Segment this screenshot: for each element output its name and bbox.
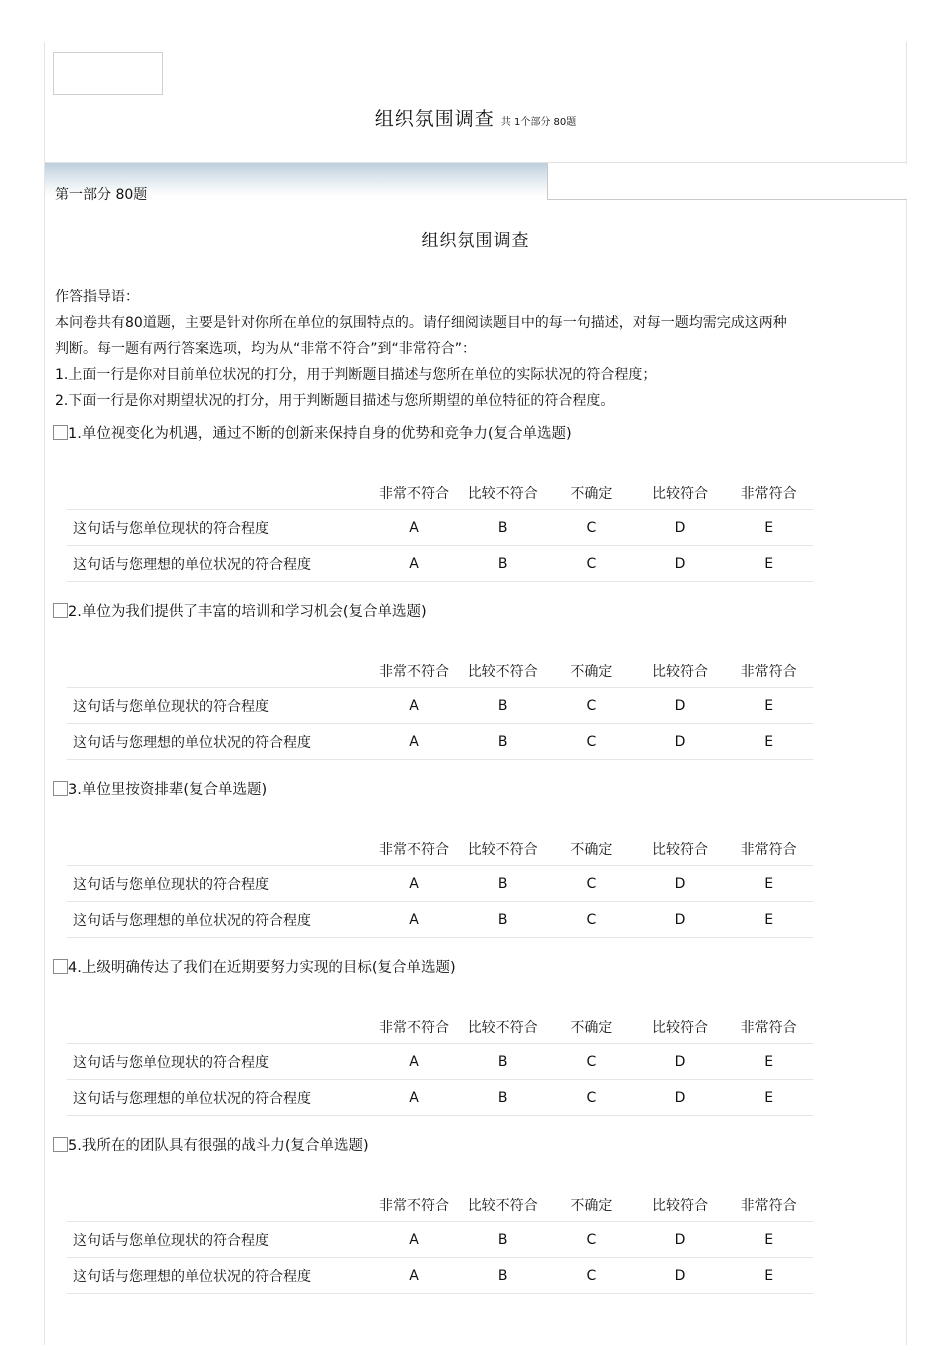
answer-option[interactable]: A [370, 546, 459, 582]
answer-option[interactable]: E [724, 1080, 813, 1116]
answer-option[interactable]: A [370, 1222, 459, 1258]
survey-header [45, 104, 906, 131]
question-text: 5.我所在的团队具有很强的战斗力(复合单选题) [68, 1138, 369, 1154]
answer-row-label: 这句话与您理想的单位状况的符合程度 [67, 546, 370, 582]
scale-label: 非常符合 [724, 1011, 813, 1044]
answer-option[interactable]: E [724, 688, 813, 724]
answer-option[interactable]: A [370, 866, 459, 902]
answer-option[interactable]: A [370, 902, 459, 938]
answer-row-label: 这句话与您理想的单位状况的符合程度 [67, 1080, 370, 1116]
answer-row-label: 这句话与您单位现状的符合程度 [67, 1044, 370, 1080]
answer-row-label: 这句话与您单位现状的符合程度 [67, 1222, 370, 1258]
answer-option[interactable]: B [458, 688, 547, 724]
answer-option[interactable]: E [724, 902, 813, 938]
question-text: 4.上级明确传达了我们在近期要努力实现的目标(复合单选题) [68, 960, 456, 976]
answer-grid [67, 1189, 813, 1294]
answer-option[interactable]: C [547, 902, 636, 938]
answer-row [67, 546, 813, 582]
question-title [53, 422, 903, 444]
scale-label: 比较不符合 [458, 1011, 547, 1044]
scale-header-row [67, 1189, 813, 1222]
scale-header-blank [67, 477, 370, 510]
answer-option[interactable]: D [636, 688, 725, 724]
answer-row [67, 1258, 813, 1294]
scale-label: 比较符合 [636, 655, 725, 688]
scale-label: 非常不符合 [370, 655, 459, 688]
answer-option[interactable]: E [724, 510, 813, 546]
answer-row-label: 这句话与您单位现状的符合程度 [67, 688, 370, 724]
answer-option[interactable]: D [636, 724, 725, 760]
question-checkbox[interactable] [53, 1137, 68, 1152]
scale-label: 比较不符合 [458, 477, 547, 510]
scale-label: 非常符合 [724, 833, 813, 866]
scale-label: 比较符合 [636, 1189, 725, 1222]
answer-row [67, 724, 813, 760]
scale-label: 不确定 [547, 1011, 636, 1044]
answer-option[interactable]: B [458, 1044, 547, 1080]
scale-label: 非常不符合 [370, 477, 459, 510]
answer-row [67, 510, 813, 546]
scale-header-row [67, 655, 813, 688]
answer-option[interactable]: A [370, 1044, 459, 1080]
part-banner-box [547, 164, 907, 200]
answer-option[interactable]: E [724, 1044, 813, 1080]
scale-label: 非常不符合 [370, 1011, 459, 1044]
question-checkbox[interactable] [53, 959, 68, 974]
scale-header-blank [67, 655, 370, 688]
question-checkbox[interactable] [53, 603, 68, 618]
scale-label: 比较符合 [636, 1011, 725, 1044]
question-text: 2.单位为我们提供了丰富的培训和学习机会(复合单选题) [68, 604, 427, 620]
answer-row-label: 这句话与您单位现状的符合程度 [67, 866, 370, 902]
scale-header-row [67, 477, 813, 510]
answer-row-label: 这句话与您理想的单位状况的符合程度 [67, 724, 370, 760]
answer-row [67, 866, 813, 902]
question-title [53, 778, 903, 800]
answer-option[interactable]: B [458, 1258, 547, 1294]
answer-option[interactable]: D [636, 866, 725, 902]
survey-page [44, 42, 907, 1345]
answer-option[interactable]: D [636, 510, 725, 546]
instructions-heading: 作答指导语： [55, 289, 139, 305]
answer-row-label: 这句话与您理想的单位状况的符合程度 [67, 1258, 370, 1294]
scale-label: 比较不符合 [458, 833, 547, 866]
question-title [53, 600, 903, 622]
answer-option[interactable]: D [636, 902, 725, 938]
answer-option[interactable]: A [370, 724, 459, 760]
answer-grid [67, 1011, 813, 1116]
answer-option[interactable]: B [458, 546, 547, 582]
question-checkbox[interactable] [53, 425, 68, 440]
answer-option[interactable]: A [370, 510, 459, 546]
question-checkbox[interactable] [53, 781, 68, 796]
answer-option[interactable]: D [636, 546, 725, 582]
answer-option[interactable]: C [547, 1044, 636, 1080]
scale-label: 不确定 [547, 1189, 636, 1222]
scale-header-row [67, 833, 813, 866]
scale-header-blank [67, 1011, 370, 1044]
answer-option[interactable]: B [458, 1222, 547, 1258]
part-label: 第一部分 80题 [55, 187, 148, 203]
scale-label: 非常符合 [724, 655, 813, 688]
answer-option[interactable]: E [724, 724, 813, 760]
answer-grid [67, 833, 813, 938]
instructions-line: 1.上面一行是你对目前单位状况的打分，用于判断题目描述与您所在单位的实际状况的符合程度； [55, 367, 657, 383]
scale-label: 不确定 [547, 477, 636, 510]
scale-header-row [67, 1011, 813, 1044]
answer-grid [67, 477, 813, 582]
answer-option[interactable]: C [547, 724, 636, 760]
scale-label: 非常符合 [724, 477, 813, 510]
scale-label: 比较不符合 [458, 655, 547, 688]
answer-option[interactable]: D [636, 1044, 725, 1080]
answer-row [67, 688, 813, 724]
answer-option[interactable]: B [458, 1080, 547, 1116]
answer-option[interactable]: A [370, 1080, 459, 1116]
scale-label: 比较不符合 [458, 1189, 547, 1222]
answer-option[interactable]: C [547, 866, 636, 902]
question-block [53, 778, 903, 929]
scale-label: 不确定 [547, 833, 636, 866]
answer-option[interactable]: D [636, 1258, 725, 1294]
scale-header-blank [67, 833, 370, 866]
answer-option[interactable]: E [724, 1258, 813, 1294]
instructions [55, 284, 905, 414]
question-block [53, 422, 903, 573]
answer-option[interactable]: D [636, 1080, 725, 1116]
answer-option[interactable]: D [636, 1222, 725, 1258]
survey-title: 组织氛围调查 [374, 108, 495, 130]
question-text: 3.单位里按资排辈(复合单选题) [68, 782, 268, 798]
answer-row [67, 902, 813, 938]
answer-option[interactable]: C [547, 546, 636, 582]
answer-option[interactable]: C [547, 510, 636, 546]
question-block [53, 956, 903, 1107]
question-block [53, 600, 903, 751]
answer-option[interactable]: C [547, 1222, 636, 1258]
scale-label: 非常符合 [724, 1189, 813, 1222]
answer-row [67, 1044, 813, 1080]
answer-option[interactable]: B [458, 724, 547, 760]
answer-option[interactable]: E [724, 546, 813, 582]
instructions-line: 2.下面一行是你对期望状况的打分，用于判断题目描述与您所期望的单位特征的符合程度。 [55, 393, 615, 409]
answer-grid [67, 655, 813, 760]
answer-row-label: 这句话与您理想的单位状况的符合程度 [67, 902, 370, 938]
section-title: 组织氛围调查 [421, 231, 530, 251]
instructions-line: 本问卷共有80道题，主要是针对你所在单位的氛围特点的。请仔细阅读题目中的每一句描述，对每一题均需完成这两种 [55, 315, 787, 331]
answer-option[interactable]: C [547, 1080, 636, 1116]
answer-option[interactable]: B [458, 902, 547, 938]
question-block [53, 1134, 903, 1285]
answer-row [67, 1222, 813, 1258]
answer-option[interactable]: B [458, 510, 547, 546]
scale-header-blank [67, 1189, 370, 1222]
instructions-line: 判断。每一题有两行答案选项，均为从“非常不符合”到“非常符合”： [55, 341, 477, 357]
question-title [53, 956, 903, 978]
scale-label: 不确定 [547, 655, 636, 688]
answer-option[interactable]: A [370, 1258, 459, 1294]
scale-label: 比较符合 [636, 477, 725, 510]
scale-label: 非常不符合 [370, 833, 459, 866]
answer-row [67, 1080, 813, 1116]
answer-option[interactable]: C [547, 688, 636, 724]
answer-row-label: 这句话与您单位现状的符合程度 [67, 510, 370, 546]
answer-option[interactable]: E [724, 1222, 813, 1258]
answer-option[interactable]: E [724, 866, 813, 902]
answer-option[interactable]: A [370, 688, 459, 724]
scale-label: 比较符合 [636, 833, 725, 866]
question-title [53, 1134, 903, 1156]
question-text: 1.单位视变化为机遇，通过不断的创新来保持自身的优势和竞争力(复合单选题) [68, 426, 572, 442]
answer-option[interactable]: B [458, 866, 547, 902]
logo-placeholder [53, 52, 163, 95]
scale-label: 非常不符合 [370, 1189, 459, 1222]
survey-meta: 共 1个部分 80题 [500, 117, 577, 128]
answer-option[interactable]: C [547, 1258, 636, 1294]
